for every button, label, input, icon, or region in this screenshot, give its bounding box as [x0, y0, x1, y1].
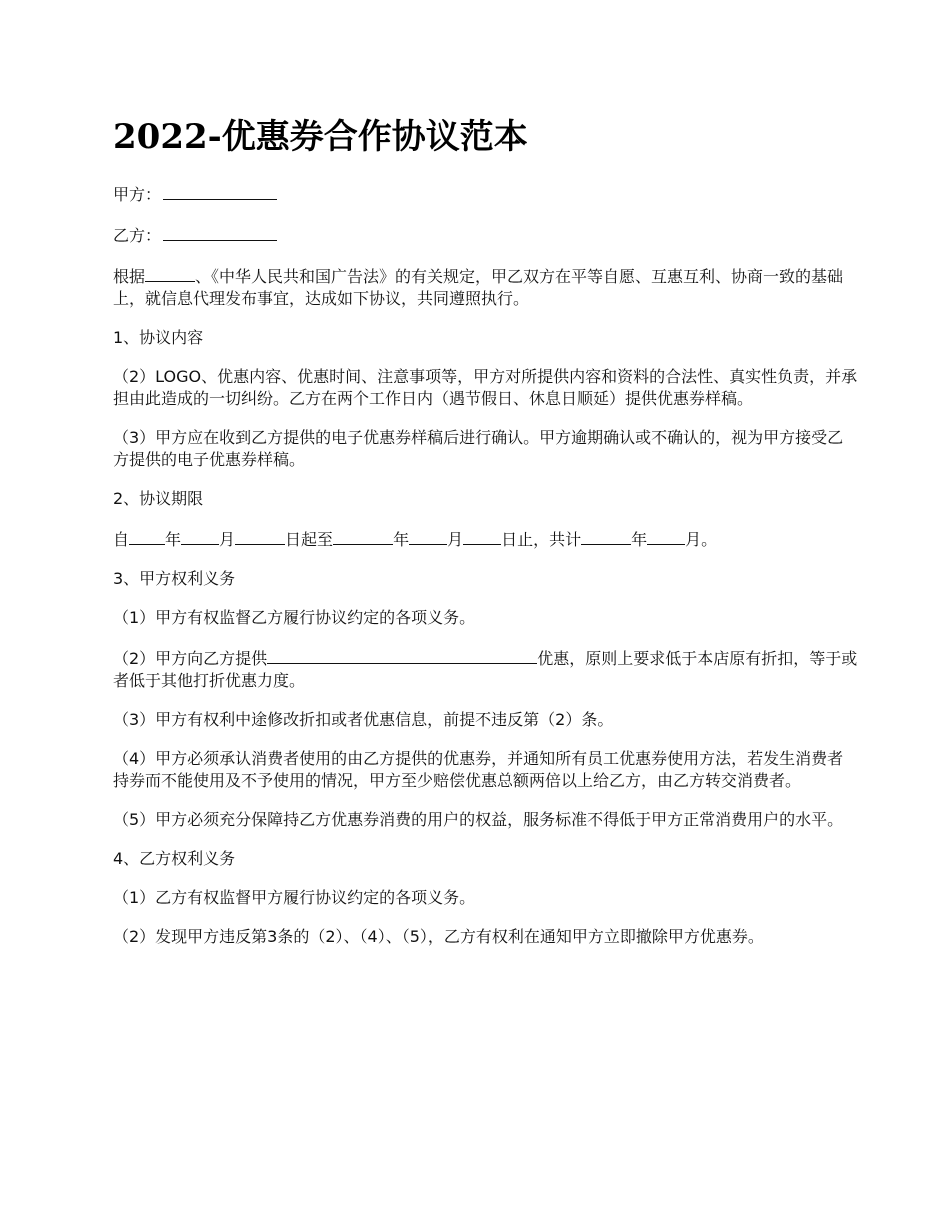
term-month: 月 [219, 530, 236, 549]
start-day-blank [235, 527, 285, 545]
offer-blank [267, 646, 537, 664]
section-4-heading: 4、乙方权利义务 [113, 849, 236, 868]
term-end: 日止，共计 [501, 530, 582, 549]
intro-prefix: 根据 [113, 267, 146, 286]
term-year-3: 年 [631, 530, 648, 549]
term-day-to: 日起至 [285, 530, 334, 549]
party-a-label: 甲方： [113, 185, 162, 204]
section-4-item-2: （2）发现甲方违反第3条的（2）、（4）、（5），乙方有权利在通知甲方立即撤除甲方优惠券。 [113, 927, 764, 946]
document-title: 2022-优惠券合作协议范本 [113, 117, 528, 157]
offer-prefix: （2）甲方向乙方提供 [113, 649, 268, 668]
total-year-blank [581, 527, 631, 545]
document-page [113, 112, 858, 965]
section-1-heading: 1、协议内容 [113, 328, 204, 347]
party-b-label: 乙方： [113, 226, 162, 245]
section-3-item-5: （5）甲方必须充分保障持乙方优惠券消费的用户的权益，服务标准不得低于甲方正常消费用户的水平。 [113, 810, 844, 829]
term-year: 年 [165, 530, 182, 549]
term-year-2: 年 [393, 530, 410, 549]
section-3-item-3: （3）甲方有权利中途修改折扣或者优惠信息，前提不违反第（2）条。 [113, 710, 614, 729]
offer-suffix: 优惠，原则上要求低于本店原有折扣，等于或者低于其他打折优惠力度。 [113, 649, 858, 690]
total-month-blank [647, 527, 685, 545]
intro-text: 、《中华人民共和国广告法》的有关规定，甲乙双方在平等自愿、互惠互利、协商一致的基础上，就信息代理发布事宜，达成如下协议，共同遵照执行。 [113, 267, 844, 308]
party-a-line [113, 182, 858, 206]
start-year-blank [129, 527, 165, 545]
term-from: 自 [113, 530, 130, 549]
section-3-item-1: （1）甲方有权监督乙方履行协议约定的各项义务。 [113, 608, 476, 627]
intro-paragraph [113, 264, 858, 310]
term-month-2: 月 [447, 530, 464, 549]
section-3-item-4: （4）甲方必须承认消费者使用的由乙方提供的优惠券，并通知所有员工优惠券使用方法，若发生消费者持券而不能使用及不予使用的情况，甲方至少赔偿优惠总额两倍以上给乙方，由乙方转交消费者。 [113, 749, 844, 790]
end-day-blank [463, 527, 501, 545]
section-1-item-3: （3）甲方应在收到乙方提供的电子优惠券样稿后进行确认。甲方逾期确认或不确认的，视为甲方接受乙方提供的电子优惠券样稿。 [113, 428, 844, 469]
section-1-item-2: （2）LOGO、优惠内容、优惠时间、注意事项等，甲方对所提供内容和资料的合法性、真实性负责，并承担由此造成的一切纠纷。乙方在两个工作日内（遇节假日、休息日顺延）提供优惠券样稿。 [113, 367, 858, 408]
section-4-item-1: （1）乙方有权监督甲方履行协议约定的各项义务。 [113, 888, 476, 907]
section-2-heading: 2、协议期限 [113, 489, 204, 508]
end-year-blank [333, 527, 393, 545]
section-3-heading: 3、甲方权利义务 [113, 569, 236, 588]
party-a-blank [163, 182, 277, 200]
end-month-blank [409, 527, 447, 545]
term-line [113, 527, 858, 551]
party-b-blank [163, 223, 277, 241]
section-3-item-2 [113, 646, 858, 692]
party-b-line [113, 223, 858, 247]
law-blank [145, 264, 195, 282]
start-month-blank [181, 527, 219, 545]
term-month-3: 月。 [685, 530, 718, 549]
